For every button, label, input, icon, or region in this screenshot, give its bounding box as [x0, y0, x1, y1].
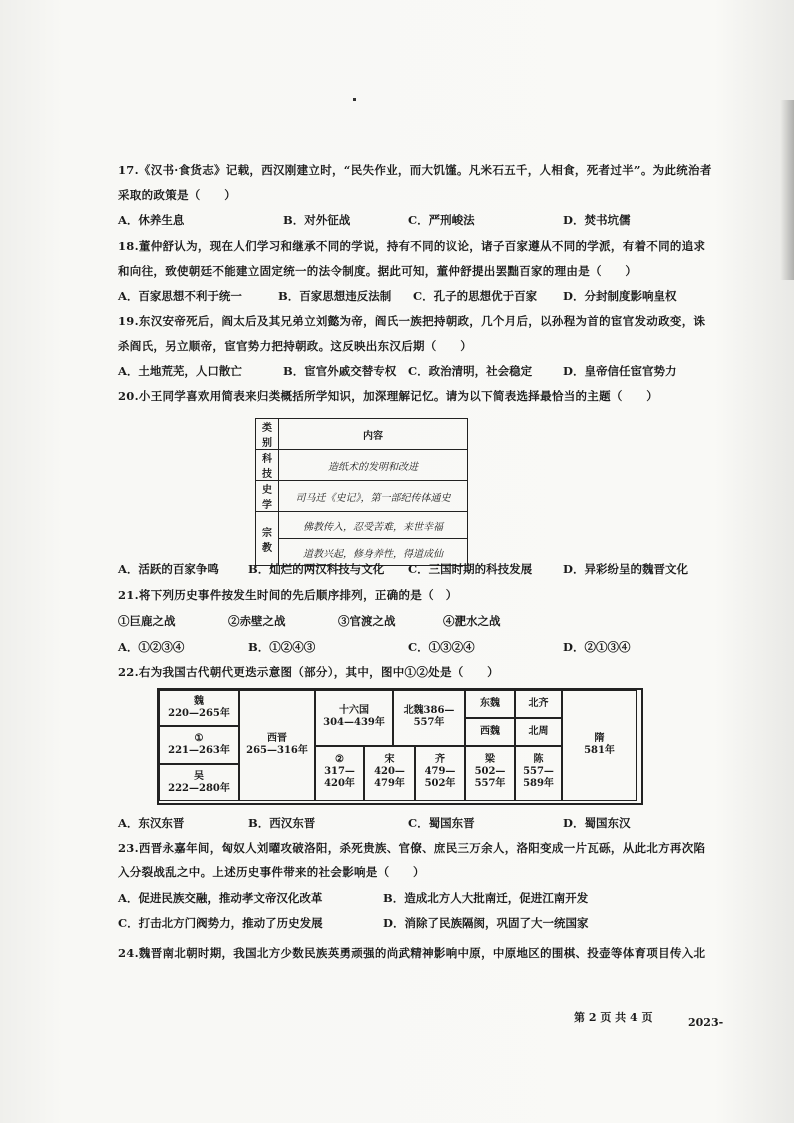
table-content-tech: 造纸术的发明和改进	[279, 450, 468, 481]
cell-chen-end: 589年	[523, 778, 554, 789]
q22-option-b[interactable]: B．西汉东晋	[248, 816, 316, 830]
q23-line2: 入分裂战乱之中。上述历史事件带来的社会影响是（ ）	[118, 865, 425, 879]
q21-event-1: ①巨鹿之战	[118, 614, 176, 628]
q24-line1: 24.魏晋南北朝时期，我国北方少数民族英勇顽强的尚武精神影响中原，中原地区的围棋、投壶等体育项目传入北	[118, 946, 706, 960]
cell-blank-1-mark: ①	[194, 733, 204, 744]
cell-liang-end: 557年	[474, 778, 506, 789]
cell-blank-2-mark: ②	[335, 754, 344, 765]
cell-beiwei-years: 557年	[413, 717, 445, 728]
cell-liang	[465, 746, 515, 801]
cell-dongwei: 东魏	[465, 690, 515, 718]
q19-line2: 杀阎氏，另立顺帝，宦官势力把持朝政。这反映出东汉后期（ ）	[118, 339, 472, 353]
cell-beizhou: 北周	[515, 718, 562, 746]
q19-option-d[interactable]: D．皇帝信任宦官势力	[563, 364, 677, 378]
cell-song	[364, 746, 415, 801]
q19-line1: 19.东汉安帝死后，阎太后及其兄弟立刘懿为帝，阎氏一族把持朝政，几个月后，以孙程为首的宦官发动政变，诛	[118, 314, 706, 328]
scan-dot	[353, 98, 356, 101]
cell-xiwei: 西魏	[465, 718, 515, 746]
table-cat-tech: 科技	[256, 450, 279, 481]
table-cat-religion: 宗教	[256, 512, 279, 566]
q23-option-d[interactable]: D．消除了民族隔阂，巩固了大一统国家	[383, 916, 589, 930]
q18-option-d[interactable]: D．分封制度影响皇权	[563, 289, 677, 303]
cell-xijin-name: 西晋	[267, 733, 287, 744]
q19-option-b[interactable]: B．宦官外戚交替专权	[283, 364, 397, 378]
q23-option-a[interactable]: A．促进民族交融，推动孝文帝汉化改革	[118, 891, 323, 905]
cell-beiwei-name: 北魏386—	[403, 705, 455, 716]
cell-wu-years: 222—280年	[168, 783, 230, 794]
cell-wu-name: 吴	[194, 771, 204, 782]
q17-option-d[interactable]: D．焚书坑儒	[563, 213, 631, 227]
cell-xijin	[239, 690, 315, 801]
cell-song-start: 420—	[374, 766, 405, 777]
q19-option-c[interactable]: C．政治清明，社会稳定	[408, 364, 533, 378]
q23-option-b[interactable]: B．造成北方人大批南迁，促进江南开发	[383, 891, 589, 905]
table-content-religion-2: 道教兴起，修身养性，得道成仙	[279, 539, 468, 566]
page-number: 第 2 页 共 4 页	[574, 1011, 653, 1024]
cell-blank-1-years: 221—263年	[168, 745, 230, 756]
cell-liang-start: 502—	[474, 766, 506, 777]
table-header-content: 内容	[279, 419, 468, 450]
table-cat-history: 史学	[256, 481, 279, 512]
q20-topic-table	[255, 418, 468, 566]
q23-option-c[interactable]: C．打击北方门阀势力，推动了历史发展	[118, 916, 323, 930]
cell-qi-end: 502年	[424, 778, 456, 789]
q17-line1: 17.《汉书·食货志》记载，西汉刚建立时，“民失作业，而大饥馑。凡米石五千，人相食，死者过半”。为此统治者	[118, 163, 712, 177]
cell-shiliuguo	[315, 690, 393, 746]
q20-option-c[interactable]: C．三国时期的科技发展	[408, 562, 533, 576]
exam-code: 2023-	[688, 1016, 724, 1029]
table-content-religion-1: 佛教传入，忍受苦难，来世幸福	[279, 512, 468, 539]
q21-event-3: ③官渡之战	[338, 614, 396, 628]
cell-shiliuguo-name: 十六国	[339, 705, 369, 716]
cell-blank-2-end: 420年	[324, 778, 355, 789]
cell-wei-name: 魏	[194, 696, 204, 707]
table-header-category: 类别	[256, 419, 279, 450]
q23-line1: 23.西晋永嘉年间，匈奴人刘曜攻破洛阳，杀死贵族、官僚、庶民三万余人，洛阳变成一片瓦砾，从此北方再次陷	[118, 841, 706, 855]
cell-qi-name: 齐	[435, 754, 445, 765]
q18-option-a[interactable]: A．百家思想不利于统一	[118, 289, 242, 303]
cell-wei	[159, 690, 239, 726]
q22-dynasty-chart	[157, 688, 643, 805]
cell-beiwei	[393, 690, 465, 746]
cell-sui-name: 隋	[594, 733, 605, 744]
cell-chen	[515, 746, 562, 801]
cell-wei-years: 220—265年	[168, 708, 230, 719]
q21-option-a[interactable]: A．①②③④	[118, 640, 185, 654]
q17-option-a[interactable]: A．休养生息	[118, 213, 185, 227]
cell-liang-name: 梁	[485, 754, 495, 765]
q21-option-c[interactable]: C．①③②④	[408, 640, 475, 654]
q20-line1: 20.小王同学喜欢用简表来归类概括所学知识，加深理解记忆。请为以下简表选择最恰当的主题（ ）	[118, 389, 659, 403]
q20-option-a[interactable]: A．活跃的百家争鸣	[118, 562, 219, 576]
q17-line2: 采取的政策是（ ）	[118, 188, 236, 202]
q21-option-d[interactable]: D．②①③④	[563, 640, 631, 654]
q22-option-a[interactable]: A．东汉东晋	[118, 816, 185, 830]
cell-beiqi: 北齐	[515, 690, 562, 718]
q19-option-a[interactable]: A．土地荒芜，人口散亡	[118, 364, 242, 378]
cell-shiliuguo-years: 304—439年	[323, 717, 385, 728]
q18-option-b[interactable]: B．百家思想违反法制	[278, 289, 392, 303]
q20-option-b[interactable]: B．灿烂的两汉科技与文化	[248, 562, 385, 576]
q22-option-c[interactable]: C．蜀国东晋	[408, 816, 475, 830]
cell-xijin-years: 265—316年	[246, 745, 308, 756]
cell-song-name: 宋	[384, 754, 395, 765]
q18-option-c[interactable]: C．孔子的思想优于百家	[413, 289, 538, 303]
cell-chen-start: 557—	[523, 766, 554, 777]
q18-line1: 18.董仲舒认为，现在人们学习和继承不同的学说，持有不同的议论，诸子百家遵从不同的学派，有着不同的追求	[118, 239, 706, 253]
cell-song-end: 479年	[374, 778, 405, 789]
q21-option-b[interactable]: B．①②④③	[248, 640, 316, 654]
cell-blank-1	[159, 726, 239, 764]
q18-line2: 和向往，致使朝廷不能建立固定统一的法令制度。据此可知，董仲舒提出罢黜百家的理由是（ ）	[118, 264, 638, 278]
cell-qi	[415, 746, 465, 801]
scan-edge-shadow	[780, 100, 794, 280]
q17-option-b[interactable]: B．对外征战	[283, 213, 351, 227]
q21-event-4: ④淝水之战	[443, 614, 501, 628]
cell-blank-2-start: 317—	[324, 766, 355, 777]
cell-chen-name: 陈	[533, 754, 544, 765]
q17-option-c[interactable]: C．严刑峻法	[408, 213, 475, 227]
cell-sui	[562, 690, 637, 801]
cell-blank-2	[315, 746, 364, 801]
q20-option-d[interactable]: D．异彩纷呈的魏晋文化	[563, 562, 688, 576]
q21-line1: 21.将下列历史事件按发生时间的先后顺序排列，正确的是（ ）	[118, 588, 458, 602]
q22-option-d[interactable]: D．蜀国东汉	[563, 816, 631, 830]
cell-wu	[159, 764, 239, 801]
q22-line1: 22.右为我国古代朝代更迭示意图（部分），其中，图中①②处是（ ）	[118, 665, 499, 679]
table-content-history: 司马迁《史记》，第一部纪传体通史	[279, 481, 468, 512]
q21-event-2: ②赤壁之战	[228, 614, 286, 628]
cell-sui-years: 581年	[584, 745, 615, 756]
cell-qi-start: 479—	[424, 766, 456, 777]
